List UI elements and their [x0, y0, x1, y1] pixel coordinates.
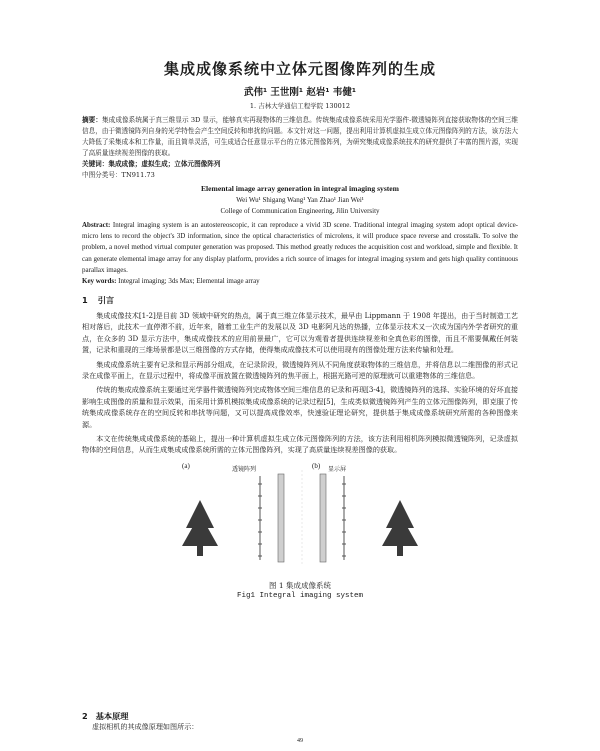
lens-array-a — [258, 476, 262, 560]
figure-caption-en: Fig1 Integral imaging system — [236, 591, 364, 600]
section-title: 引言 — [97, 295, 115, 306]
keywords-text-en: Integral imaging; 3ds Max; Elemental image array — [118, 277, 260, 286]
display-screen-b — [320, 474, 326, 562]
paper-title: 集成成像系统中立体元图像阵列的生成 — [163, 60, 436, 78]
author-list-en: Wei Wu¹ Shigang Wang¹ Yan Zhao¹ Jian Wei¹ — [236, 196, 364, 204]
section-title: 基本原理 — [95, 711, 129, 721]
paragraph-1: 集成成像技术[1-2]是目前 3D 领域中研究的热点，属于真三维立体显示技术，最早由 Lippmann 于 1908 年提出，由于当时制造工艺相对落后，此技术一直停滞不前，近年来，随着工业生产的发展以及 3D 电影阿凡达的热播，立体显示技术又一次成为国内外学者研究的重点，在众多的 3D 显示方法中，集成成像技术的应用前景最广，它可以为观看者提供连续视差和全真色彩的图像，而且不需要佩戴任何装置，记录和重现的三维场景都是以三维图像的方式存储，使得集成成像技术可以使用现有的图像处理方法来传输和处理。 — [82, 311, 518, 355]
lens-array-label: 透镜阵列 — [232, 465, 257, 473]
section-number: 2 — [82, 711, 88, 721]
panel-label-b: (b) — [312, 461, 321, 470]
section-number: 1 — [82, 295, 88, 306]
sensor-plane-a — [278, 474, 284, 562]
tree-right-b — [382, 500, 418, 556]
figure-caption-zh: 图 1 集成成像系统 — [268, 580, 332, 590]
paragraph-2: 集成成像系统主要有记录和显示两部分组成，在记录阶段，微透镜阵列从不同角度获取物体的三维信息，并将信息以二维图像的形式记录在成像平面上，在显示过程中，将成像平面放置在微透镜阵列的焦平面上，根据光路可逆的原理就可以重建物体的三维信息。 — [82, 359, 518, 381]
abstract-zh — [82, 115, 518, 159]
section-heading-intro — [82, 295, 518, 306]
figure-1 — [82, 460, 518, 602]
paragraph-3: 传统的集成成像系统主要通过光学器件微透镜阵列完成物体空间三维信息的记录和再现[3-4]，微透镜阵列的选择、实验环境的好坏直接影响生成图像的质量和显示效果，而采用计算机模拟集成成像系统的记录过程[5]，生成类似微透镜阵列产生的立体元图像阵列，即克服了传统集成成像系统存在的空间反转和串扰等问题，又可以提高成像效率，快速验证理论研究，提供基于集成成像系统研究所需的各种图像来源。 — [82, 385, 518, 429]
display-screen-label: 显示屏 — [328, 465, 347, 473]
section2-text: 虚拟相机的其成像原理如图所示： — [92, 722, 199, 731]
abstract-text-en: Integral imaging system is an autostereoscopic, it can reproduce a vivid 3D scene. Traditional integral imaging system adopt optical device-micro lens to record the object's 3D information, since the optical characteristics of microlens, it will produce space reverse and crosstalk. To solve the problem, a novel method virtual computer generation was proposed. This method greatly reduces the acquisition cost and workload, simple and flexible. It can generate elemental image array for any display platform, provides a rich source of images for integral imaging system and gets high quality continuous parallax images. — [82, 221, 519, 274]
keywords-label-zh: 关键词： — [82, 160, 109, 168]
affiliation: 1. 吉林大学通信工程学院 130012 — [249, 102, 351, 110]
keywords-text-zh: 集成成像；虚拟生成；立体元图像阵列 — [108, 160, 221, 168]
author-list: 武伟¹ 王世刚¹ 赵岩¹ 韦健¹ — [243, 87, 357, 98]
abstract-en — [82, 220, 518, 276]
section-heading-principle — [82, 711, 128, 722]
abstract-label-zh: 摘要： — [82, 116, 102, 124]
tree-left-a — [182, 500, 218, 556]
clc-number: 中图分类号：TN911.73 — [82, 171, 155, 179]
affiliation-en: College of Communication Engineering, Jilin University — [220, 207, 380, 215]
paragraph-4: 本文在传统集成成像系统的基础上，提出一种计算机虚拟生成立体元图像阵列的方法，该方法利用相机阵列模拟微透镜阵列，记录虚拟物体的空间信息，从而生成集成成像系统所需的立体元图像阵列，实现了高质量连续视差图像的获取。 — [82, 434, 518, 455]
keywords-en — [82, 276, 518, 287]
lens-array-b — [342, 476, 346, 560]
abstract-text-zh: 集成成像系统属于真三维显示 3D 显示，能够真实再现物体的三维信息。传统集成成像系统采用光学器件-微透镜阵列直接获取物体的空间三维信息，由于微透镜阵列自身的光学特性会产生空间反转和串扰的问题。本文针对这一问题，提出利用计算机虚拟生成立体元图像阵列的方法，该方法大大降低了采集成本和工作量，而且简单灵活，可生成适合任意显示平台的立体元图像阵列，为研究集成成像系统技术的研究提供了丰富的图片源，实现了高质量连续视差图像的获取。 — [82, 116, 518, 157]
keywords-label-en: Key words: — [82, 277, 117, 286]
paper-title-en: Elemental image array generation in integral imaging system — [200, 184, 400, 193]
keywords-zh — [82, 159, 518, 170]
page-number: 49 — [297, 738, 303, 744]
abstract-label-en: Abstract: — [82, 221, 111, 229]
panel-label-a: (a) — [182, 461, 190, 470]
figure-illustration — [82, 460, 518, 580]
